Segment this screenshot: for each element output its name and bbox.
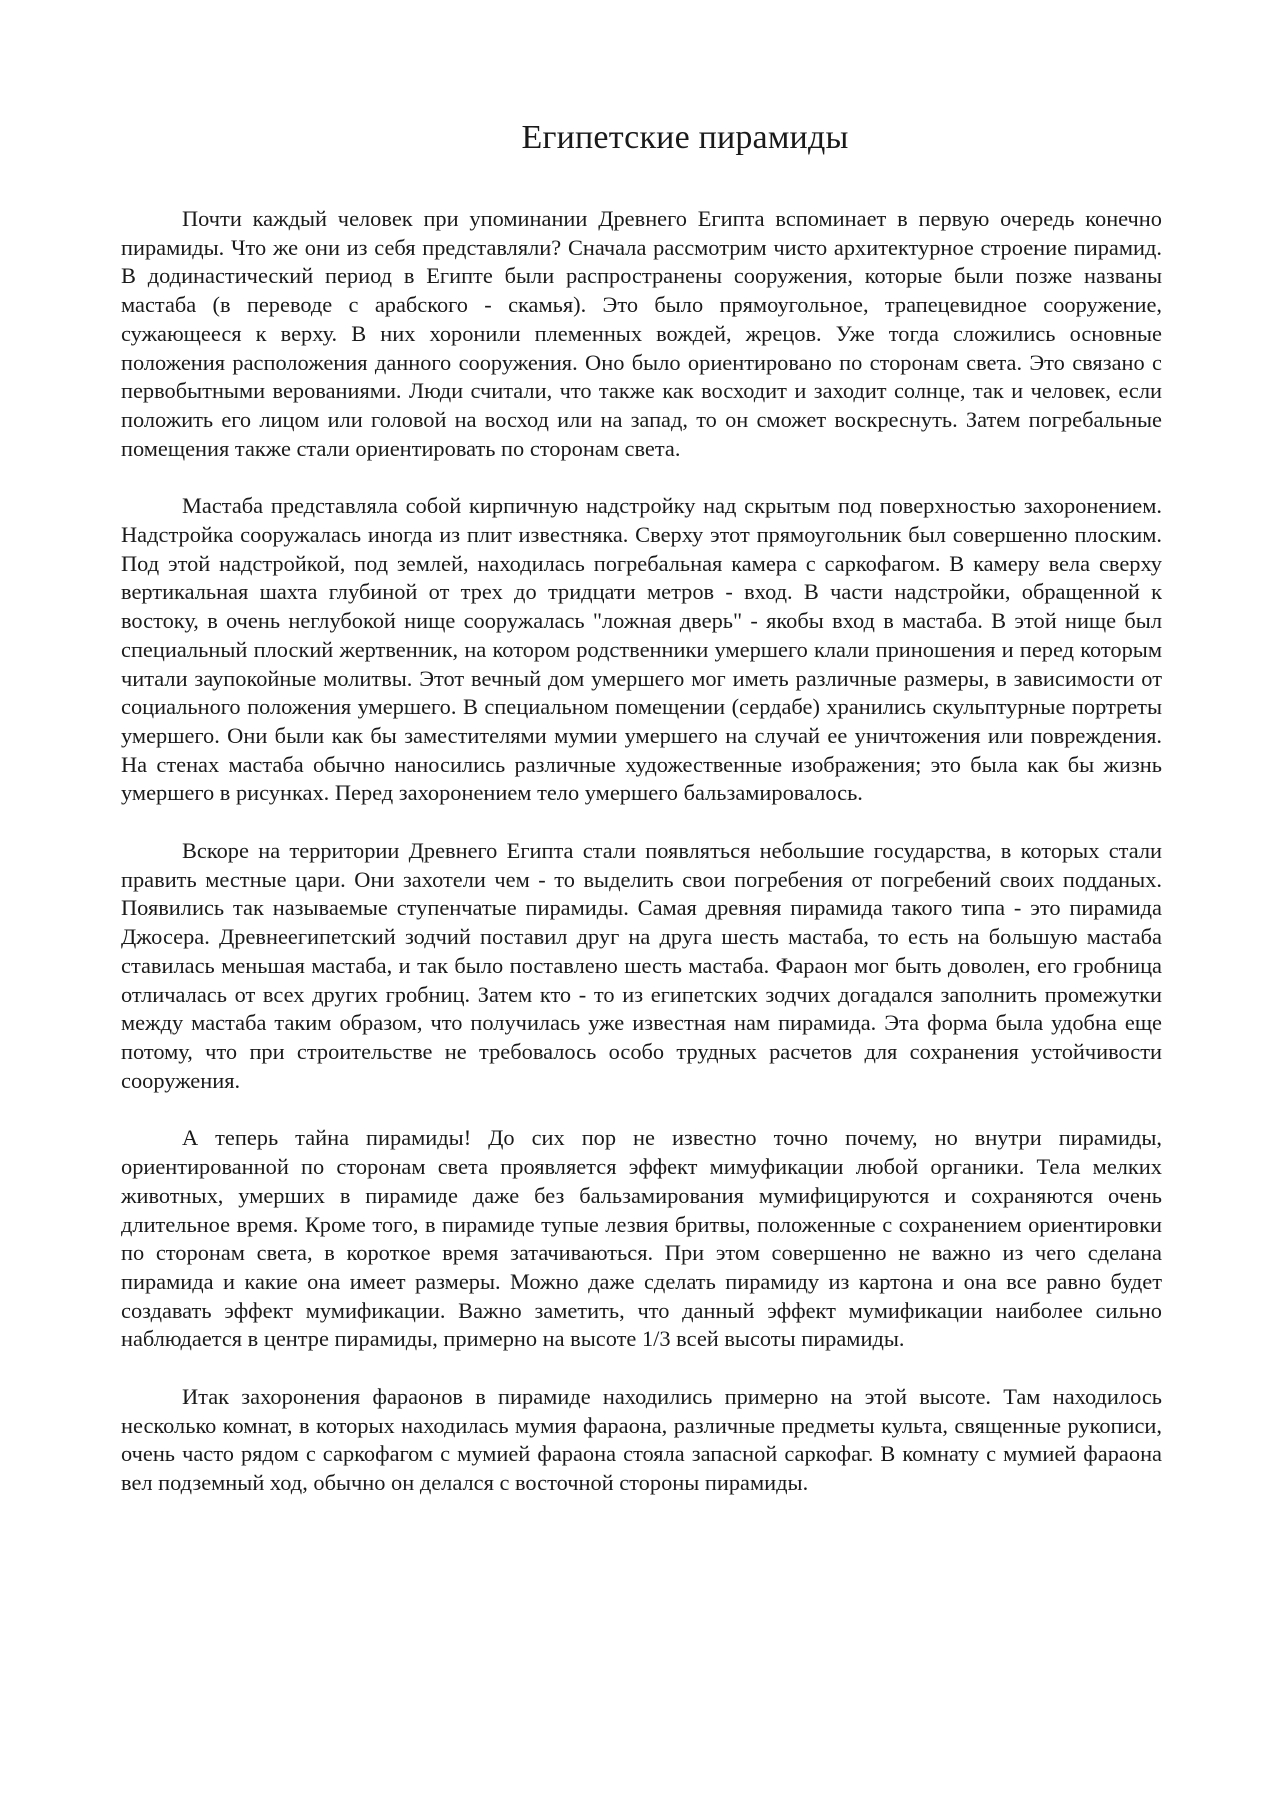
paragraph-5: Итак захоронения фараонов в пирамиде находились примерно на этой высоте. Там находилось несколько комнат, в которых находилась мумия фараона, различные предметы культа, священные рукописи, очень часто рядом с саркофагом с мумией фараона стояла запасной саркофаг. В комнату с мумией фараона вел подземный ход, обычно он делался с восточной стороны пирамиды.: [121, 1384, 1162, 1496]
paragraph-1: Почти каждый человек при упоминании Древнего Египта вспоминает в первую очередь конечно пирамиды. Что же они из себя представляли? Сначала рассмотрим чисто архитектурное строение пирамид. В додинастический период в Египте были распространены сооружения, которые были позже названы мастаба (в переводе с арабского - скамья). Это было прямоугольное, трапецевидное сооружение, сужающееся к верху. В них хоронили племенных вождей, жрецов. Уже тогда сложились основные положения расположения данного сооружения. Оно было ориентировано по сторонам света. Это связано с первобытными верованиями. Люди считали, что также как восходит и заходит солнце, так и человек, если положить его лицом или головой на восход или на запад, то он сможет воскреснуть. Затем погребальные помещения также стали ориентировать по сторонам света.: [121, 206, 1162, 461]
paragraph-2: Мастаба представляла собой кирпичную надстройку над скрытым под поверхностью захоронением. Надстройка сооружалась иногда из плит известняка. Сверху этот прямоугольник был совершенно плоским. Под этой надстройкой, под землей, находилась погребальная камера с саркофагом. В камеру вела сверху вертикальная шахта глубиной от трех до тридцати метров - вход. В части надстройки, обращенной к востоку, в очень неглубокой нище сооружалась "ложная дверь" - якобы вход в мастаба. В этой нище был специальный плоский жертвенник, на котором родственники умершего клали приношения и перед которым читали заупокойные молитвы. Этот вечный дом умершего мог иметь различные размеры, в зависимости от социального положения умершего. В специальном помещении (сердабе) хранились скульптурные портреты умершего. Они были как бы заместителями мумии умершего на случай ее уничтожения или повреждения. На стенах мастаба обычно наносились различные художественные изображения; это была как бы жизнь умершего в рисунках. Перед захоронением тело умершего бальзамировалось.: [121, 493, 1162, 806]
paragraph-3: Вскоре на территории Древнего Египта стали появляться небольшие государства, в которых стали править местные цари. Они захотели чем - то выделить свои погребения от погребений своих подданых. Появились так называемые ступенчатые пирамиды. Самая древняя пирамида такого типа - это пирамида Джосера. Древнеегипетский зодчий поставил друг на друга шесть мастаба, то есть на большую мастаба ставилась меньшая мастаба, и так было поставлено шесть мастаба. Фараон мог быть доволен, его гробница отличалась от всех других гробниц. Затем кто - то из египетских зодчих догадался заполнить промежутки между мастаба таким образом, что получилась уже известная нам пирамида. Эта форма была удобна еще потому, что при строительстве не требовалось особо трудных расчетов для сохранения устойчивости сооружения.: [121, 838, 1162, 1093]
paragraph-4: А теперь тайна пирамиды! До сих пор не известно точно почему, но внутри пирамиды, ориентированной по сторонам света проявляется эффект мимуфикации любой органики. Тела мелких животных, умерших в пирамиде даже без бальзамирования мумифицируются и сохраняются очень длительное время. Кроме того, в пирамиде тупые лезвия бритвы, положенные с сохранением ориентировки по сторонам света, в короткое время затачиваються. При этом совершенно не важно из чего сделана пирамида и какие она имеет размеры. Можно даже сделать пирамиду из картона и она все равно будет создавать эффект мумификации. Важно заметить, что данный эффект мумификации наиболее сильно наблюдается в центре пирамиды, примерно на высоте 1/3 всей высоты пирамиды.: [121, 1125, 1162, 1352]
document-title: Египетские пирамиды: [521, 119, 849, 156]
document-body: [121, 205, 1162, 1527]
